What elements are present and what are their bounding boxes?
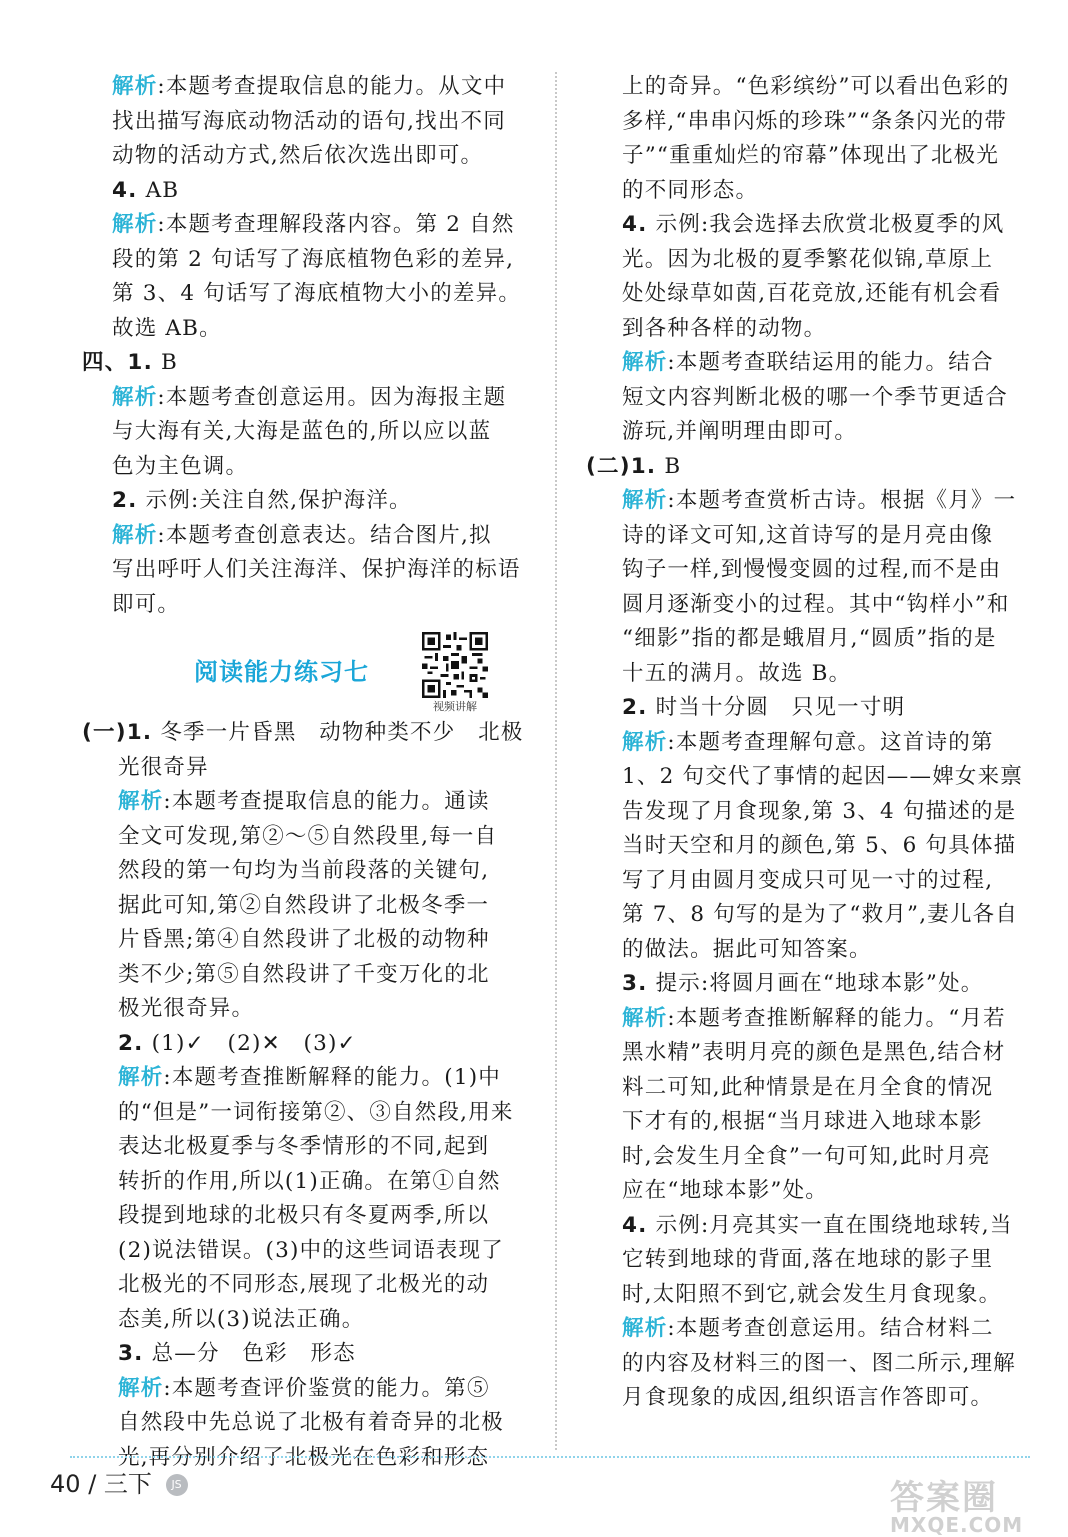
line-text: 多样,“串串闪烁的珍珠”“条条闪光的带 [622, 108, 1008, 134]
left-answers-bottom [82, 716, 540, 1475]
footer [50, 1464, 188, 1499]
line-text: 示例:我会选择去欣赏北极夏季的风 [647, 212, 1005, 237]
text-line [82, 1165, 540, 1200]
text-line [586, 484, 1026, 519]
question-number: 2. [622, 695, 648, 720]
text-line [586, 243, 1026, 278]
line-text: 表达北极夏季与冬季情形的不同,起到 [118, 1134, 490, 1159]
grade-label: 三下 [103, 1470, 152, 1498]
question-number: 2. [112, 488, 138, 513]
text-line [586, 1105, 1026, 1140]
analysis-label: 解析 [622, 1316, 668, 1341]
text-line [82, 484, 540, 519]
qr-code-icon[interactable] [422, 632, 488, 698]
section-title: 阅读能力练习七 [194, 658, 369, 686]
line-text: 时,太阳照不到它,就会发生月食现象。 [622, 1281, 1002, 1307]
line-text: :本题考查赏析古诗。根据《月》一 [667, 488, 1017, 513]
text-line [586, 1140, 1026, 1175]
text-line [586, 726, 1026, 761]
line-text: (2)说法错误。(3)中的这些词语表现了 [118, 1237, 504, 1263]
line-text: 冬季一片昏黑 动物种类不少 北极 [152, 720, 524, 745]
text-line [82, 854, 540, 889]
line-text: 故选 AB。 [112, 315, 222, 341]
line-text: 十五的满月。故选 B。 [622, 660, 852, 686]
question-number: 1. [126, 720, 153, 745]
text-line [586, 795, 1026, 830]
line-text: 北极光的不同形态,展现了北极光的动 [118, 1272, 490, 1297]
text-line [586, 933, 1026, 968]
analysis-label: 解析 [118, 1375, 164, 1401]
line-text: :本题考查推断解释的能力。(1)中 [163, 1065, 502, 1090]
line-text: 短文内容判断北极的哪一个季节更适合 [622, 384, 1008, 410]
text-line [586, 208, 1026, 243]
line-text: 自然段中先总说了北极有着奇异的北极 [118, 1410, 504, 1435]
line-text: 的“但是”一词衔接第②、③自然段,用来 [118, 1099, 514, 1125]
analysis-label: 解析 [622, 1005, 668, 1031]
text-line [82, 1268, 540, 1303]
text-line [82, 243, 540, 278]
watermark-url: MXQE.COM [890, 1513, 1024, 1537]
line-text: 转折的作用,所以(1)正确。在第①自然 [118, 1168, 501, 1194]
text-line [586, 1036, 1026, 1071]
text-line [586, 1347, 1026, 1382]
question-number: 3. [622, 971, 648, 996]
question-number: 1. [630, 453, 657, 479]
line-text: 光。因为北极的夏季繁花似锦,草原上 [622, 246, 994, 272]
text-line [586, 657, 1026, 692]
text-line [586, 105, 1026, 140]
line-text: 下才有的,根据“当月球进入地球本影 [622, 1109, 983, 1134]
text-line [586, 1209, 1026, 1244]
text-line [82, 415, 540, 450]
text-line [82, 139, 540, 174]
line-text: AB [137, 177, 180, 203]
line-text: :本题考查理解句意。这首诗的第 [667, 729, 994, 755]
text-line [82, 1234, 540, 1269]
line-text: 光很奇异 [118, 754, 209, 780]
line-text: 游玩,并阐明理由即可。 [622, 419, 858, 444]
line-text: :本题考查创意运用。因为海报主题 [157, 384, 507, 410]
text-line [586, 312, 1026, 347]
line-text: 诗的译文可知,这首诗写的是月亮由像 [622, 522, 994, 548]
text-line [82, 174, 540, 209]
line-text: 到各种各样的动物。 [622, 315, 827, 341]
page-number: 40 [50, 1470, 81, 1498]
right-column [586, 70, 1026, 1416]
line-text: 态美,所以(3)说法正确。 [118, 1306, 365, 1332]
line-text: 即可。 [112, 591, 181, 617]
line-text: 应在“地球本影”处。 [622, 1178, 828, 1203]
text-line [586, 174, 1026, 209]
qr-caption: 视频讲解 [433, 700, 477, 713]
text-line [586, 450, 1026, 485]
line-text: 1、2 句交代了事情的起因——婢女来禀 [622, 764, 1023, 789]
question-number: 4. [622, 212, 648, 237]
text-line [586, 829, 1026, 864]
text-line [82, 923, 540, 958]
text-line [82, 70, 540, 105]
edition-badge-icon: JS [166, 1474, 188, 1496]
text-line [586, 277, 1026, 312]
line-text: :本题考查评价鉴赏的能力。第⑤ [163, 1375, 490, 1401]
text-line [586, 519, 1026, 554]
line-text: 全文可发现,第②～⑤自然段里,每一自 [118, 823, 498, 849]
text-line [586, 588, 1026, 623]
line-text: :本题考查理解段落内容。第 2 自然 [157, 212, 515, 237]
text-line [82, 105, 540, 140]
line-text: B [656, 453, 682, 479]
text-line [82, 958, 540, 993]
line-text: :本题考查创意表达。结合图片,拟 [157, 522, 492, 548]
analysis-label: 解析 [622, 350, 668, 375]
line-text: 写出呼吁人们关注海洋、保护海洋的标语 [112, 557, 521, 582]
line-text: 料二可知,此种情景是在月全食的情况 [622, 1074, 994, 1100]
line-text: 第 7、8 句写的是为了“救月”,妻儿各自 [622, 902, 1019, 927]
line-text: 类不少;第⑤自然段讲了千变万化的北 [118, 961, 490, 987]
question-number: 1. [127, 350, 153, 375]
left-answers-top [82, 70, 540, 622]
line-text: 告发现了月食现象,第 3、4 句描述的是 [622, 798, 1017, 824]
line-text: 写了月由圆月变成只可见一寸的过程, [622, 867, 994, 893]
text-line [586, 967, 1026, 1002]
line-text: 时当十分圆 只见一寸明 [647, 695, 906, 720]
text-line [82, 519, 540, 554]
text-line [586, 1312, 1026, 1347]
line-text: 总—分 色彩 形态 [143, 1341, 356, 1366]
text-line [82, 450, 540, 485]
text-line [82, 588, 540, 623]
footer-separator: / [88, 1470, 97, 1498]
text-line [82, 208, 540, 243]
watermark [890, 1470, 1023, 1537]
section-marker: (二) [586, 453, 631, 479]
analysis-label: 解析 [112, 74, 158, 99]
text-line [586, 139, 1026, 174]
text-line [82, 1406, 540, 1441]
line-text: 圆月逐渐变小的过程。其中“钩样小”和 [622, 591, 1010, 617]
line-text: 第 3、4 句话写了海底植物大小的差异。 [112, 281, 522, 306]
watermark-main: 答案圈 [890, 1478, 998, 1518]
left-column [82, 70, 540, 1475]
line-text: 处处绿草如茵,百花竞放,还能有机会看 [622, 281, 1002, 306]
text-line [82, 1096, 540, 1131]
line-text: :本题考查联结运用的能力。结合 [667, 350, 994, 375]
line-text: 子”“重重灿烂的帘幕”体现出了北极光 [622, 143, 1000, 168]
line-text: B [152, 350, 178, 375]
text-line [82, 889, 540, 924]
line-text: 据此可知,第②自然段讲了北极冬季一 [118, 892, 490, 918]
line-text: 色为主色调。 [112, 453, 249, 479]
analysis-label: 解析 [112, 212, 158, 237]
section-header [82, 632, 540, 712]
text-line [586, 381, 1026, 416]
text-line [586, 691, 1026, 726]
text-line [82, 992, 540, 1027]
text-line [586, 1381, 1026, 1416]
text-line [586, 898, 1026, 933]
line-text: :本题考查提取信息的能力。从文中 [157, 74, 507, 99]
line-text: 上的奇异。“色彩缤纷”可以看出色彩的 [622, 74, 1010, 99]
analysis-label: 解析 [622, 729, 668, 755]
line-text: 示例:关注自然,保护海洋。 [137, 488, 412, 513]
line-text: 它转到地球的背面,落在地球的影子里 [622, 1247, 994, 1272]
text-line [586, 760, 1026, 795]
footer-rule [70, 1456, 1030, 1458]
line-text: :本题考查推断解释的能力。“月若 [667, 1005, 1006, 1031]
line-text: 动物的活动方式,然后依次选出即可。 [112, 143, 484, 168]
line-text: 与大海有关,大海是蓝色的,所以应以蓝 [112, 419, 492, 444]
text-line [586, 70, 1026, 105]
question-number: 3. [118, 1341, 144, 1366]
section-marker: (一) [82, 720, 127, 745]
text-line [82, 1199, 540, 1234]
line-text: 时,会发生月全食”一句可知,此时月亮 [622, 1143, 991, 1169]
column-divider [555, 72, 557, 1450]
line-text: (1)✓ (2)✕ (3)✓ [143, 1030, 357, 1056]
analysis-label: 解析 [112, 384, 158, 410]
analysis-label: 解析 [118, 1065, 164, 1090]
line-text: 示例:月亮其实一直在围绕地球转,当 [647, 1212, 1013, 1238]
text-line [82, 1372, 540, 1407]
line-text: 黑水精”表明月亮的颜色是黑色,结合材 [622, 1040, 1006, 1065]
analysis-label: 解析 [622, 488, 668, 513]
text-line [82, 1027, 540, 1062]
line-text: 段的第 2 句话写了海底植物色彩的差异, [112, 246, 515, 272]
text-line [82, 1303, 540, 1338]
text-line [586, 864, 1026, 899]
line-text: 的不同形态。 [622, 177, 759, 203]
line-text: 的做法。据此可知答案。 [622, 936, 872, 962]
line-text: :本题考查提取信息的能力。通读 [163, 789, 490, 814]
line-text: “细影”指的都是蛾眉月,“圆质”指的是 [622, 626, 997, 651]
line-text: 找出描写海底动物活动的语句,找出不同 [112, 108, 506, 134]
line-text: 然段的第一句均为当前段落的关键句, [118, 858, 490, 883]
text-line [586, 1243, 1026, 1278]
text-line [586, 415, 1026, 450]
text-line [82, 381, 540, 416]
line-text: 月食现象的成因,组织语言作答即可。 [622, 1385, 994, 1410]
question-number: 2. [118, 1030, 144, 1056]
question-number: 4. [112, 177, 138, 203]
text-line [82, 1061, 540, 1096]
text-line [586, 346, 1026, 381]
line-text: 极光很奇异。 [118, 996, 255, 1021]
text-line [82, 312, 540, 347]
line-text: 的内容及材料三的图一、图二所示,理解 [622, 1350, 1016, 1376]
line-text: :本题考查创意运用。结合材料二 [667, 1316, 994, 1341]
line-text: 当时天空和月的颜色,第 5、6 句具体描 [622, 833, 1017, 858]
text-line [82, 1130, 540, 1165]
text-line [82, 277, 540, 312]
line-text: 光,再分别介绍了北极光在色彩和形态 [118, 1444, 490, 1470]
line-text: 段提到地球的北极只有冬夏两季,所以 [118, 1203, 490, 1228]
analysis-label: 解析 [112, 522, 158, 548]
text-line [82, 346, 540, 381]
text-line [586, 1002, 1026, 1037]
line-text: 提示:将圆月画在“地球本影”处。 [647, 971, 984, 996]
text-line [82, 1337, 540, 1372]
right-answers [586, 70, 1026, 1416]
line-text: 片昏黑;第④自然段讲了北极的动物种 [118, 927, 490, 952]
text-line [82, 785, 540, 820]
text-line [586, 553, 1026, 588]
text-line [586, 622, 1026, 657]
text-line [82, 716, 540, 751]
text-line [82, 553, 540, 588]
text-line [82, 820, 540, 855]
text-line [586, 1174, 1026, 1209]
section-marker: 四、 [82, 350, 128, 375]
question-number: 4. [622, 1212, 648, 1238]
text-line [586, 1071, 1026, 1106]
line-text: 钩子一样,到慢慢变圆的过程,而不是由 [622, 557, 1002, 582]
text-line [82, 751, 540, 786]
analysis-label: 解析 [118, 789, 164, 814]
text-line [586, 1278, 1026, 1313]
